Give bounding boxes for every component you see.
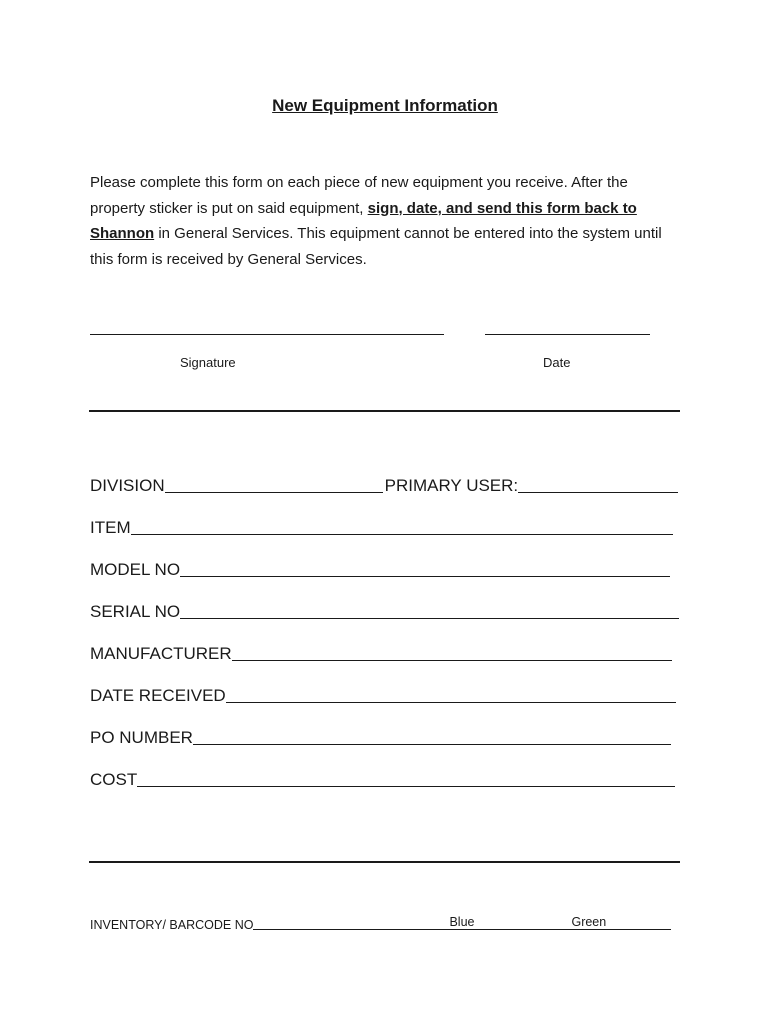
section-divider-bottom <box>89 861 680 863</box>
serial-no-row <box>90 596 679 622</box>
division-row <box>90 470 678 496</box>
instructions-paragraph <box>90 170 685 272</box>
manufacturer-label: MANUFACTURER <box>90 644 232 663</box>
green-field[interactable] <box>564 915 671 930</box>
item-field[interactable] <box>131 534 673 535</box>
instructions-emphasis-send-back: sign, date, and send this form back to <box>367 199 637 217</box>
instructions-text-2: in General Services. This equipment cannot be entered into the system until this form is received by General Services. <box>90 225 662 268</box>
date-line[interactable] <box>485 334 650 335</box>
inventory-barcode-field[interactable] <box>253 929 447 930</box>
instructions-text-1: Please complete this form on each piece of new equipment you receive. After the property sticker is put on said equipment, <box>90 174 628 217</box>
date-received-field[interactable] <box>226 702 676 703</box>
serial-no-field[interactable] <box>180 618 679 619</box>
blue-field[interactable] <box>447 915 564 930</box>
date-received-row <box>90 680 676 706</box>
cost-field[interactable] <box>137 786 675 787</box>
signature-line[interactable] <box>90 334 444 335</box>
inventory-barcode-label: INVENTORY/ BARCODE NO <box>90 918 254 932</box>
item-row <box>90 512 673 538</box>
serial-no-label: SERIAL NO <box>90 602 181 621</box>
po-number-label: PO NUMBER <box>90 728 193 747</box>
division-label: DIVISION <box>90 476 165 495</box>
division-field[interactable] <box>165 492 383 493</box>
model-no-row <box>90 554 670 580</box>
manufacturer-row <box>90 638 672 664</box>
cost-row <box>90 764 675 790</box>
primary-user-field[interactable] <box>518 492 678 493</box>
primary-user-label: PRIMARY USER: <box>384 476 519 495</box>
item-label: ITEM <box>90 518 131 537</box>
section-divider-top <box>89 410 680 412</box>
manufacturer-field[interactable] <box>232 660 672 661</box>
inventory-row <box>90 912 671 932</box>
form-title: New Equipment Information <box>272 96 498 115</box>
date-label: Date <box>543 355 571 370</box>
instructions-emphasis-shannon: Shannon <box>90 225 155 242</box>
po-number-field[interactable] <box>193 744 671 745</box>
green-label: Green <box>571 915 607 929</box>
model-no-label: MODEL NO <box>90 560 181 579</box>
date-received-label: DATE RECEIVED <box>90 686 226 705</box>
model-no-field[interactable] <box>180 576 670 577</box>
po-number-row <box>90 722 671 748</box>
signature-label: Signature <box>180 355 236 370</box>
cost-label: COST <box>90 770 138 789</box>
blue-label: Blue <box>449 915 475 929</box>
